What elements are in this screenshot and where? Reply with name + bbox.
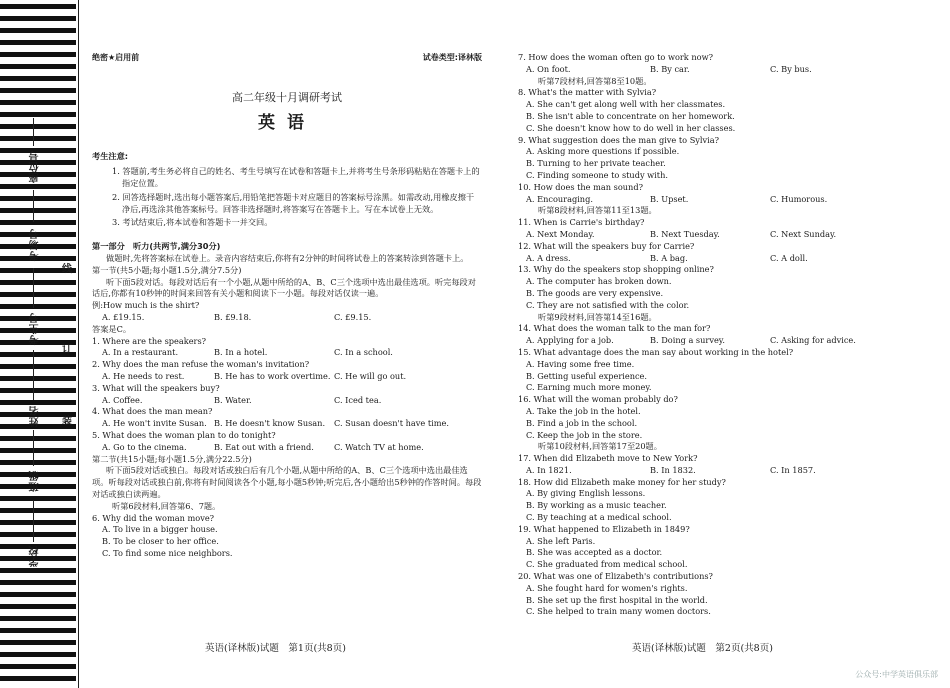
option: C. Asking for advice. — [770, 335, 856, 346]
option: B. He doesn't know Susan. — [214, 418, 326, 429]
binding-stripe — [0, 496, 76, 501]
option: B. Next Tuesday. — [650, 228, 720, 239]
option: A. She can't get along well with her classmates. — [526, 99, 726, 110]
section1-intro: 听下面5段对话。每段对话后有一个小题,从题中所给的A、B、C三个选项中选出最佳选项。听完每段对话后,你都有10秒钟的时间来回答有关小题和阅读下一小题。每段对话仅读一遍。 — [92, 276, 476, 299]
exam-subtitle: 高二年级十月调研考试 — [232, 90, 342, 104]
binding-stripe — [0, 304, 76, 309]
binding-stripe — [0, 100, 76, 105]
option: A. Encouraging. — [526, 193, 593, 204]
question-text: 4. What does the man mean? — [92, 406, 213, 417]
page-1-column — [92, 52, 482, 560]
option: B. She set up the first hospital in the world. — [526, 594, 708, 605]
option: B. She isn't able to concentrate on her homework. — [526, 110, 735, 121]
paper-type-label: 试卷类型:译林版 — [422, 53, 482, 62]
binding-stripe — [0, 16, 76, 21]
label-exam-number: 考生号 — [30, 312, 41, 345]
example-options — [92, 312, 482, 324]
option: A. Take the job in the hotel. — [526, 405, 641, 416]
question-text: 14. What does the woman talk to the man for? — [518, 323, 711, 334]
option: A. To live in a bigger house. — [102, 524, 218, 535]
material-instruction: 听第8段材料,回答第11至13题。 — [538, 205, 657, 216]
binding-stripe — [0, 88, 76, 93]
option-row — [518, 465, 863, 477]
label-school: 学校 — [30, 545, 41, 567]
option: C. She helped to train many women doctors. — [526, 606, 711, 617]
option: B. She was accepted as a doctor. — [526, 547, 663, 558]
option: B. He has to work overtime. — [214, 370, 331, 381]
binding-stripe — [0, 376, 76, 381]
bind-char-order: 订 — [62, 344, 72, 355]
option: B. A bag. — [650, 252, 688, 263]
option-row — [92, 347, 482, 359]
label-seat-number: 座位号 — [30, 150, 41, 183]
option: C. A doll. — [770, 252, 808, 263]
option-row — [92, 395, 482, 407]
option: C. Next Sunday. — [770, 228, 837, 239]
option: B. Turning to her private teacher. — [526, 158, 666, 169]
exam-title: 英语 — [258, 112, 316, 133]
part1-heading: 第一部分 听力(共两节,满分30分) — [92, 241, 221, 252]
bind-char-pack: 装 — [62, 416, 72, 427]
binding-stripe — [0, 652, 76, 657]
example-answer: 答案是C。 — [92, 323, 132, 334]
footer-page-2: 英语(译林版)试题 第2页(共8页) — [632, 643, 773, 654]
label-exam-room: 考场号 — [30, 228, 41, 261]
question-text: 15. What advantage does the man say about working in the hotel? — [518, 346, 794, 357]
question-text: 19. What happened to Elizabeth in 1849? — [518, 523, 690, 534]
material-instruction: 听第7段材料,回答第8至10题。 — [538, 75, 652, 86]
option-row — [92, 371, 482, 383]
option: A. Coffee. — [102, 394, 143, 405]
binding-stripe — [0, 448, 76, 453]
option: A. He won't invite Susan. — [102, 418, 207, 429]
seat-number-line — [33, 118, 34, 146]
question-text: 11. When is Carrie's birthday? — [518, 217, 645, 228]
option: B. By working as a music teacher. — [526, 500, 667, 511]
binding-stripe — [0, 136, 76, 141]
footer-page-1: 英语(译林版)试题 第1页(共8页) — [205, 643, 346, 654]
label-name: 姓名 — [30, 405, 41, 427]
option: A. Applying for a job. — [526, 335, 614, 346]
question-text: 20. What was one of Elizabeth's contributions? — [518, 571, 713, 582]
binding-stripe — [0, 640, 76, 645]
binding-stripe — [0, 292, 76, 297]
option-row — [518, 253, 863, 265]
question-text: 7. How does the woman often go to work now? — [518, 52, 713, 62]
binding-stripe — [0, 52, 76, 57]
binding-stripe — [0, 28, 76, 33]
option: B. Getting useful experience. — [526, 370, 648, 381]
option: A. A dress. — [526, 252, 571, 263]
binding-stripe — [0, 508, 76, 513]
binding-stripe — [0, 220, 76, 225]
option: C. In 1857. — [770, 464, 816, 475]
notice-item: 1. 答题前,考生务必将自己的姓名、考生号填写在试卷和答题卡上,并将考生号条形码粘贴在答题卡上的指定位置。 — [112, 166, 480, 188]
binding-stripe — [0, 604, 76, 609]
option: A. She fought hard for women's rights. — [526, 582, 688, 593]
binding-stripe — [0, 112, 76, 117]
option: C. To find some nice neighbors. — [102, 547, 233, 558]
binding-stripe — [0, 664, 76, 669]
question-text: 8. What's the matter with Sylvia? — [518, 87, 657, 98]
example-question: 例:How much is the shirt? — [92, 300, 200, 311]
binding-stripe — [0, 580, 76, 585]
option-row — [92, 442, 482, 454]
binding-stripe — [0, 436, 76, 441]
binding-stripe — [0, 196, 76, 201]
binding-stripe — [0, 520, 76, 525]
option: C. Finding someone to study with. — [526, 169, 668, 180]
option: A. Having some free time. — [526, 358, 635, 369]
watermark: 公众号:中学英语俱乐部 — [855, 670, 938, 679]
exam-number-line — [33, 268, 34, 308]
binding-stripe — [0, 568, 76, 573]
option: C. Watch TV at home. — [334, 441, 424, 452]
label-class: 班级 — [30, 470, 41, 492]
question-text: 9. What suggestion does the man give to Sylvia? — [518, 134, 720, 145]
question-text: 12. What will the speakers buy for Carrie? — [518, 240, 695, 251]
binding-edge-line — [78, 0, 79, 688]
option: A. On foot. — [526, 63, 571, 74]
binding-stripe — [0, 364, 76, 369]
option: A. £19.15. — [102, 311, 145, 322]
confidential-label: 绝密★启用前 — [92, 53, 140, 62]
option: C. By bus. — [770, 63, 812, 74]
option-row — [518, 194, 863, 206]
option: C. She doesn't know how to do well in her classes. — [526, 122, 736, 133]
question-text: 17. When did Elizabeth move to New York? — [518, 453, 698, 464]
right-questions — [518, 52, 863, 618]
binding-stripe — [0, 676, 76, 681]
notice-list — [92, 166, 482, 229]
notice-item: 2. 回答选择题时,选出每小题答案后,用铅笔把答题卡对应题目的答案标号涂黑。如需改动,用橡皮擦干净后,再选涂其他答案标号。回答非选择题时,将答案写在答题卡上。写在本试卷上无效。 — [112, 191, 475, 214]
option: A. She left Paris. — [526, 535, 596, 546]
option-row — [92, 418, 482, 430]
binding-stripe — [0, 280, 76, 285]
option: A. Next Monday. — [526, 228, 595, 239]
question-text: 10. How does the man sound? — [518, 181, 643, 192]
binding-stripe — [0, 184, 76, 189]
option-row — [518, 64, 863, 76]
option: A. In a restaurant. — [102, 347, 179, 358]
bind-char-line: 线 — [62, 264, 72, 275]
name-line — [33, 350, 34, 400]
section2-intro: 听下面5段对话或独白。每段对话或独白后有几个小题,从题中所给的A、B、C三个选项中选出最佳选项。听每段对话或独白前,你将有时间阅读各个小题,每小题5秒钟;听完后,各小题给出5秒钟的作答时间。每段对话或独白读两遍。 — [92, 465, 482, 499]
option: A. He needs to rest. — [102, 370, 185, 381]
binding-stripe — [0, 388, 76, 393]
material-instruction: 听第10段材料,回答第17至20题。 — [538, 441, 662, 452]
binding-stripe — [0, 40, 76, 45]
binding-stripe — [0, 532, 76, 537]
option: B. Eat out with a friend. — [214, 441, 314, 452]
option: B. Water. — [214, 394, 252, 405]
binding-stripe — [0, 208, 76, 213]
option-row — [518, 229, 863, 241]
question-text: 16. What will the woman probably do? — [518, 394, 678, 405]
notice-item: 3. 考试结束后,将本试卷和答题卡一并交回。 — [112, 217, 273, 228]
option: C. By teaching at a medical school. — [526, 512, 672, 523]
option: C. She graduated from medical school. — [526, 559, 688, 570]
option: A. The computer has broken down. — [526, 276, 672, 287]
binding-stripe — [0, 4, 76, 9]
binding-stripe — [0, 76, 76, 81]
option: C. Keep the job in the store. — [526, 429, 643, 440]
binding-stripe — [0, 592, 76, 597]
binding-stripe — [0, 124, 76, 129]
binding-stripe — [0, 64, 76, 69]
binding-stripe — [0, 616, 76, 621]
school-line — [33, 500, 34, 542]
option: A. In 1821. — [526, 464, 572, 475]
option: C. Susan doesn't have time. — [334, 418, 450, 429]
option: B. Find a job in the school. — [526, 417, 638, 428]
option: B. To be closer to her office. — [102, 536, 219, 547]
question-text: 1. Where are the speakers? — [92, 335, 207, 346]
material-instruction: 听第9段材料,回答第14至16题。 — [538, 311, 657, 322]
page-2-column — [518, 52, 863, 618]
option: C. He will go out. — [334, 370, 407, 381]
option: A. Asking more questions if possible. — [526, 146, 680, 157]
question-text: 3. What will the speakers buy? — [92, 382, 220, 393]
option: B. Upset. — [650, 193, 689, 204]
option: B. The goods are very expensive. — [526, 287, 664, 298]
part1-intro: 做题时,先将答案标在试卷上。录音内容结束后,你将有2分钟的时间将试卷上的答案转涂到答题卡上。 — [106, 252, 469, 263]
section1-heading: 第一节(共5小题;每小题1.5分,满分7.5分) — [92, 264, 242, 275]
question-text: 6. Why did the woman move? — [92, 512, 215, 523]
material-instruction: 听第6段材料,回答第6、7题。 — [112, 500, 221, 511]
option: C. They are not satisfied with the color. — [526, 299, 690, 310]
option: B. £9.18. — [214, 311, 252, 322]
option: C. In a school. — [334, 347, 393, 358]
question-text: 5. What does the woman plan to do tonight? — [92, 429, 276, 440]
option: B. Doing a survey. — [650, 335, 725, 346]
option: B. In 1832. — [650, 464, 696, 475]
option: B. In a hotel. — [214, 347, 268, 358]
option: C. £9.15. — [334, 311, 372, 322]
question-text: 2. Why does the man refuse the woman's invitation? — [92, 359, 310, 370]
option: B. By car. — [650, 63, 690, 74]
binding-stripe — [0, 460, 76, 465]
question-text: 18. How did Elizabeth make money for her study? — [518, 476, 726, 487]
option: A. Go to the cinema. — [102, 441, 187, 452]
question-text: 13. Why do the speakers stop shopping online? — [518, 264, 714, 275]
exam-room-line — [33, 190, 34, 222]
option: C. Humorous. — [770, 193, 828, 204]
section1-questions — [92, 336, 482, 454]
section2-heading: 第二节(共15小题;每小题1.5分,满分22.5分) — [92, 453, 252, 464]
option: A. By giving English lessons. — [526, 488, 646, 499]
option: C. Earning much more money. — [526, 382, 652, 393]
notice-heading: 考生注意: — [92, 151, 129, 162]
class-line — [33, 430, 34, 466]
option-row — [518, 335, 863, 347]
option: C. Iced tea. — [334, 394, 382, 405]
binding-stripe — [0, 628, 76, 633]
page-header — [92, 52, 482, 64]
